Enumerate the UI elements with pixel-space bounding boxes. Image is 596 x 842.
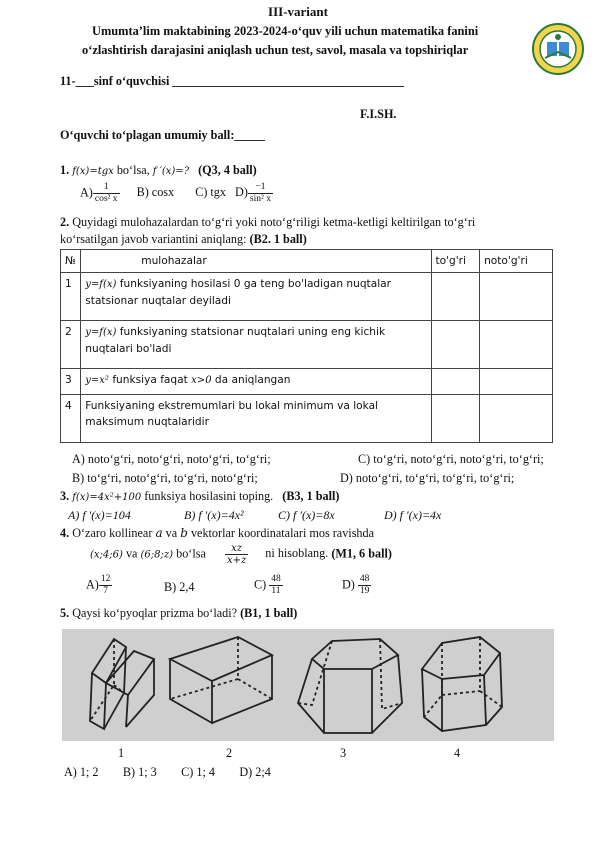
row-true-cell[interactable]	[431, 321, 480, 369]
row-text-2: maksimum nuqtalaridir	[85, 416, 209, 428]
vector-a: a	[155, 526, 163, 540]
header-statement: mulohazalar	[81, 250, 431, 273]
q1-option-a-label: A)	[80, 185, 93, 200]
q3-c-text: C) f ′(x)=8x	[278, 508, 335, 522]
q2-option-b: B) to‘g‘ri, noto‘g‘ri, to‘g‘ri, noto‘g‘ri;	[72, 471, 258, 485]
header-false: noto'g'ri	[480, 250, 553, 273]
figure-label-1: 1	[118, 746, 125, 760]
row-true-cell[interactable]	[431, 395, 480, 443]
q3-option-a	[68, 508, 131, 523]
class-line: 11-___sinf o‘quvchisi ______________________________________	[60, 74, 404, 88]
q2-option-a: A) noto‘g‘ri, noto‘g‘ri, noto‘g‘ri, to‘g‘ri;	[72, 452, 271, 466]
q2-text-2: ko‘rsatilgan javob variantini aniqlang:	[60, 232, 247, 246]
q4-option-d	[342, 574, 371, 597]
q1-d-denominator: sin² x	[249, 194, 271, 204]
vector-b: b	[180, 526, 188, 540]
row-false-cell[interactable]	[480, 395, 553, 443]
q1-function: f(x)=tgx	[72, 166, 114, 177]
variant-title: III-variant	[268, 4, 328, 19]
row-false-cell[interactable]	[480, 321, 553, 369]
q2-meta: (B2. 1 ball)	[249, 232, 307, 246]
q1-option-b: B) cosx	[136, 185, 175, 200]
q3-option-b	[184, 508, 244, 523]
fish-label: F.I.SH.	[360, 107, 397, 121]
q1-answers	[80, 182, 273, 205]
q4-d-numerator: 48	[359, 574, 370, 584]
q3-d-text: D) f ′(x)=4x	[384, 508, 442, 522]
q4-vector-1: (x;4;6)	[90, 549, 123, 561]
q3-a-text: A) f ′(x)=104	[68, 508, 131, 522]
row-text-1: Funksiyaning ekstremumlari bu lokal minimum va lokal	[85, 400, 379, 412]
statements-table	[60, 249, 553, 443]
row-number: 1	[61, 273, 81, 321]
figure-label-3: 3	[340, 746, 347, 760]
figure-label-4: 4	[454, 746, 461, 760]
q1-option-c: C) tgx	[195, 185, 226, 200]
polyhedron-1	[90, 639, 154, 729]
q1-option-d-label: D)	[235, 185, 248, 200]
q4-c-label: C)	[254, 577, 267, 592]
school-logo-icon	[531, 22, 585, 76]
polyhedron-4	[422, 637, 502, 731]
score-line: O‘quvchi to‘plagan umumiy ball:_____	[60, 128, 265, 142]
row-true-cell[interactable]	[431, 273, 480, 321]
row-text-2: statsionar nuqtalar deyiladi	[85, 295, 231, 307]
polyhedra-drawing	[62, 629, 554, 741]
row-false-cell[interactable]	[480, 369, 553, 395]
q3-option-c	[278, 508, 335, 523]
q1-derivative: f ′(x)=?	[152, 166, 190, 177]
row-formula: y=x²	[85, 375, 109, 386]
q1-meta: (Q3, 4 ball)	[198, 163, 257, 177]
header-line-1: Umumta’lim maktabining 2023-2024-o‘quv yili uchun matematika fanini	[92, 24, 479, 38]
q1-a-denominator: cos² x	[94, 194, 118, 204]
row-number: 2	[61, 321, 81, 369]
q2-option-c: C) to‘g‘ri, noto‘g‘ri, noto‘g‘ri, to‘g‘ri;	[358, 452, 544, 466]
row-statement	[81, 321, 431, 369]
q4-meta: (M1, 6 ball)	[331, 546, 392, 561]
q4-d-label: D)	[342, 577, 355, 592]
row-text-1: funksiyaning hosilasi 0 ga teng bo'ladigan nuqtalar	[116, 278, 391, 290]
row-false-cell[interactable]	[480, 273, 553, 321]
polyhedra-figure	[62, 629, 554, 741]
q5-text: Qaysi ko‘pyoqlar prizma bo‘ladi?	[72, 606, 238, 620]
q4-vector-2: (6;8;z)	[140, 549, 174, 561]
q1-option-d-fraction	[248, 182, 273, 205]
q2-number: 2.	[60, 215, 70, 229]
q4-c-numerator: 48	[271, 574, 281, 584]
row-text-2: nuqtalari bo'ladi	[85, 343, 172, 355]
row-statement	[81, 369, 431, 395]
q3-function: f(x)=4x²+100	[72, 492, 142, 503]
question-2-line-2	[60, 232, 307, 247]
q4-ni: ni hisoblang.	[265, 546, 329, 561]
q4-a-numerator: 12	[100, 574, 111, 584]
q4-option-a	[86, 574, 112, 597]
table-row	[61, 369, 553, 395]
table-row	[61, 395, 553, 443]
q4-option-c	[254, 574, 283, 597]
q4-d-denominator: 19	[359, 586, 370, 596]
q1-d-numerator: −1	[248, 182, 273, 194]
q4-a-label: A)	[86, 577, 99, 592]
q2-text-1: Quyidagi mulohazalardan to‘g‘ri yoki noto‘g‘riligi ketma-ketligi keltirilgan to‘g‘ri	[72, 215, 476, 229]
question-3	[60, 489, 339, 504]
q4-d-fraction	[358, 574, 372, 597]
question-5	[60, 606, 297, 621]
question-2-line-1	[60, 215, 475, 230]
q1-text: bo‘lsa,	[113, 163, 153, 177]
q3-text: funksiya hosilasini toping.	[141, 489, 274, 503]
q1-option-a-fraction	[93, 182, 120, 205]
header-true: to'g'ri	[431, 250, 480, 273]
q5-meta: (B1, 1 ball)	[240, 606, 298, 620]
row-number: 4	[61, 395, 81, 443]
question-4	[60, 526, 374, 541]
table-row	[61, 273, 553, 321]
q4-c-fraction	[269, 574, 283, 597]
table-header-row	[61, 250, 553, 273]
q4-a-denominator: 7	[103, 586, 108, 596]
q4-va: va	[122, 546, 141, 561]
row-text-1b: da aniqlangan	[211, 374, 291, 386]
row-formula-2: x>0	[191, 375, 212, 386]
q3-number: 3.	[60, 489, 70, 503]
row-text-1: funksiya faqat	[108, 374, 192, 386]
q4-c-denominator: 11	[271, 586, 281, 596]
polyhedron-2	[170, 637, 272, 723]
q4-option-b: B) 2,4	[164, 580, 195, 594]
row-number: 3	[61, 369, 81, 395]
q2-option-d: D) noto‘g‘ri, to‘g‘ri, to‘g‘ri, to‘g‘ri;	[340, 471, 515, 485]
header-line-2: o‘zlashtirish darajasini aniqlash uchun test, savol, masala va topshiriqlar	[82, 43, 469, 57]
table-row	[61, 321, 553, 369]
row-text-1: funksiyaning statsionar nuqtalari uning eng kichik	[116, 326, 386, 338]
q4-bolsa: bo‘lsa	[173, 546, 206, 561]
q1-a-numerator: 1	[93, 182, 120, 194]
row-statement	[81, 395, 431, 443]
q4-number: 4.	[60, 526, 70, 540]
q4-a-fraction	[99, 574, 113, 597]
q1-number: 1.	[60, 163, 70, 177]
row-statement	[81, 273, 431, 321]
q4-text-2: va	[162, 526, 181, 540]
polyhedron-3	[298, 639, 402, 733]
q4-line-2	[90, 543, 392, 566]
q5-number: 5.	[60, 606, 70, 620]
q4-text-1: O‘zaro kollinear	[72, 526, 156, 540]
header-number: №	[61, 250, 81, 273]
q3-option-d	[384, 508, 441, 523]
row-formula: y=f(x)	[85, 327, 117, 338]
question-1	[60, 163, 257, 178]
q4-text-3: vektorlar koordinatalari mos ravishda	[187, 526, 375, 540]
q3-b-text: B) f ′(x)=4x²	[184, 508, 244, 522]
q4-expression	[225, 543, 248, 566]
row-formula: y=f(x)	[85, 279, 117, 290]
q4-expr-denominator: x+z	[226, 555, 247, 566]
figure-label-2: 2	[226, 746, 233, 760]
q3-meta: (B3, 1 ball)	[282, 489, 340, 503]
row-true-cell[interactable]	[431, 369, 480, 395]
q4-expr-numerator: xz	[225, 543, 248, 555]
q5-answers: A) 1; 2 B) 1; 3 C) 1; 4 D) 2;4	[64, 765, 271, 779]
